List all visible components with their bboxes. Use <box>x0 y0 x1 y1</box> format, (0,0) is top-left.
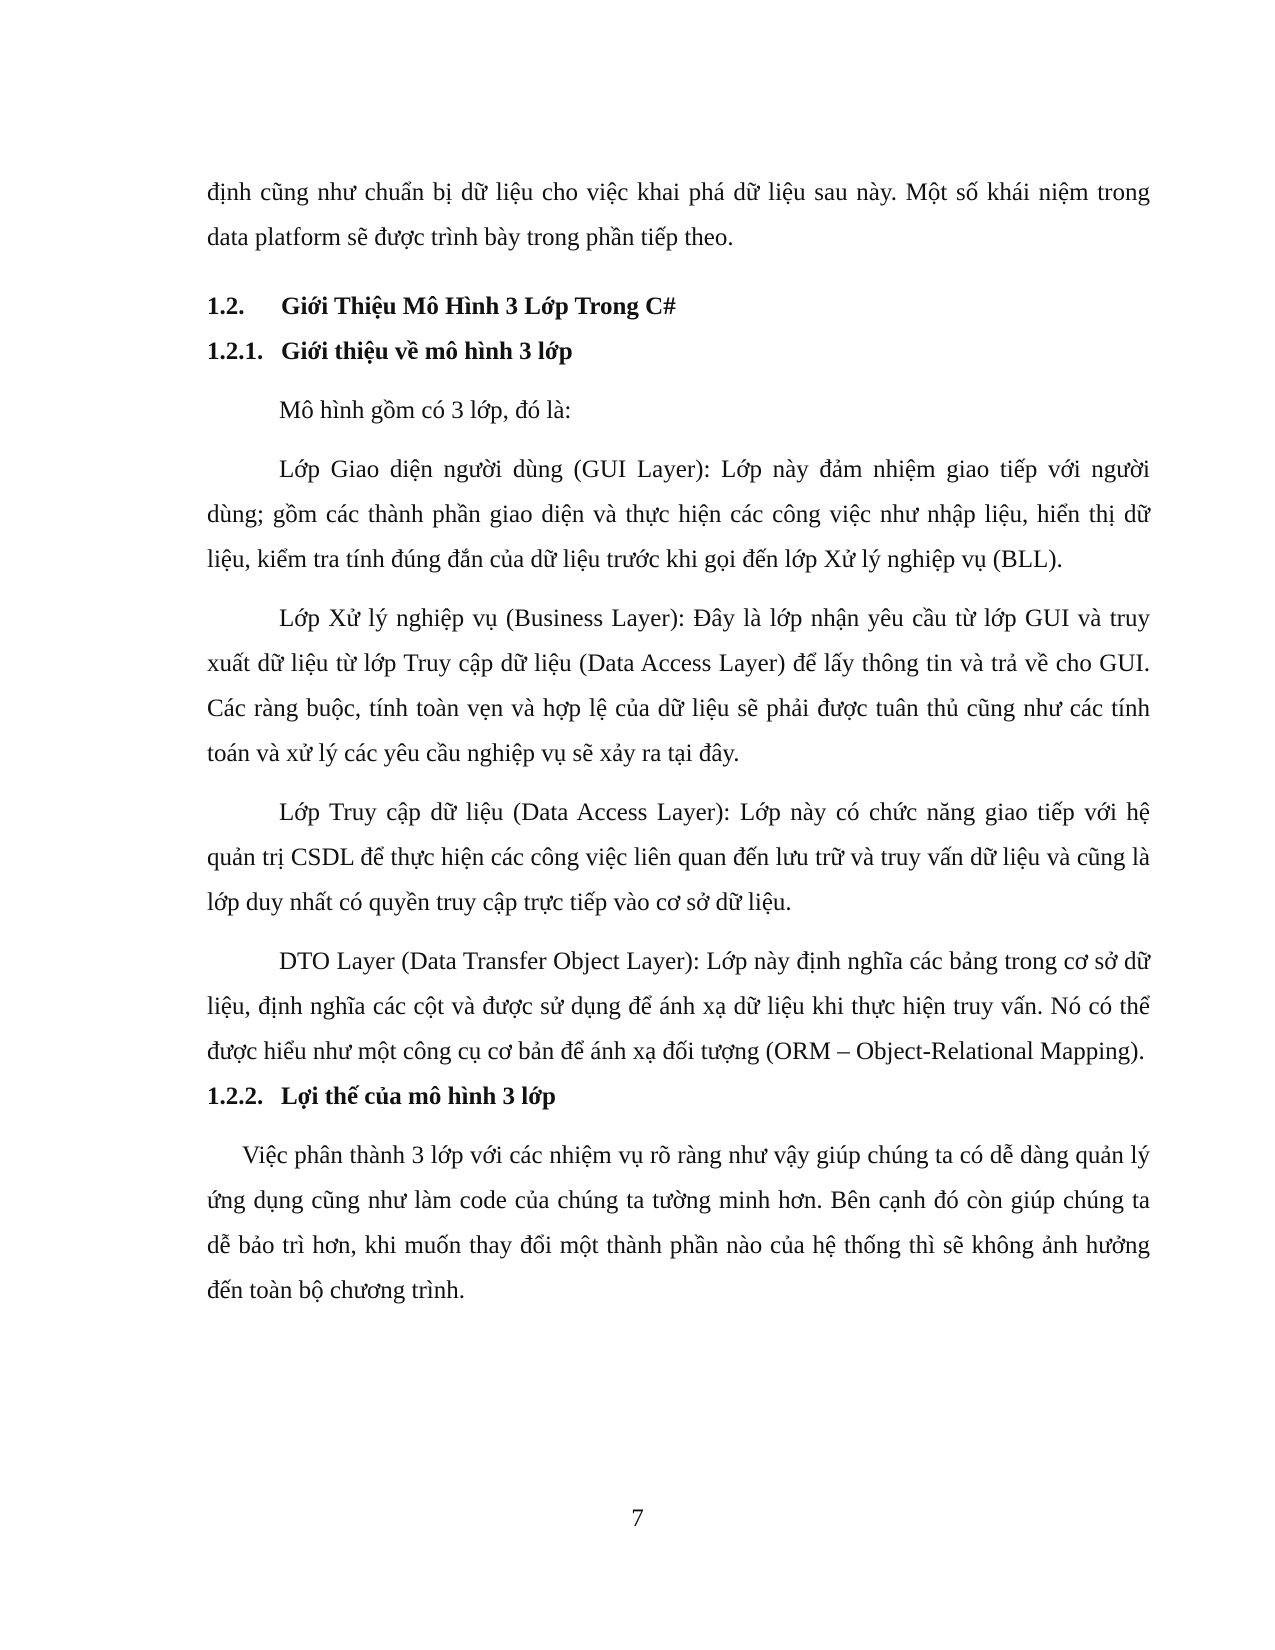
paragraph-business-layer: Lớp Xử lý nghiệp vụ (Business Layer): Đây là lớp nhận yêu cầu từ lớp GUI và truy xuất dữ liệu từ lớp Truy cập dữ liệu (Data Access Layer) để lấy thông tin và trả về cho GUI. Các ràng buộc, tính toàn vẹn và hợp lệ của dữ liệu sẽ phải được tuân thủ cũng như các tính toán và xử lý các yêu cầu nghiệp vụ sẽ xảy ra tại đây. <box>207 605 1150 767</box>
paragraph-dto-layer: DTO Layer (Data Transfer Object Layer): Lớp này định nghĩa các bảng trong cơ sở dữ liệu, định nghĩa các cột và được sử dụng để ánh xạ dữ liệu khi thực hiện truy vấn. Nó có thể được hiểu như một công cụ cơ bản để ánh xạ đối tượng (ORM – Object-Relational Mapping). <box>207 948 1150 1065</box>
subsection-2-title: Lợi thế của mô hình 3 lớp <box>281 1083 556 1110</box>
section-heading <box>207 284 1150 329</box>
subsection-1-number: 1.2.1. <box>207 338 264 365</box>
paragraph-gui-layer: Lớp Giao diện người dùng (GUI Layer): Lớp này đảm nhiệm giao tiếp với người dùng; gồm các thành phần giao diện và thực hiện các công việc như nhập liệu, hiển thị dữ liệu, kiểm tra tính đúng đắn của dữ liệu trước khi gọi đến lớp Xử lý nghiệp vụ (BLL). <box>207 456 1150 573</box>
page-number: 7 <box>631 1505 644 1532</box>
section-number: 1.2. <box>207 293 245 320</box>
paragraph-layers-intro: Mô hình gồm có 3 lớp, đó là: <box>279 397 572 424</box>
subsection-heading-1 <box>207 329 1150 374</box>
subsection-2-number: 1.2.2. <box>207 1083 264 1110</box>
page-content <box>207 170 1150 1313</box>
subsection-1-title: Giới thiệu về mô hình 3 lớp <box>281 338 573 365</box>
paragraph-advantages: Việc phân thành 3 lớp với các nhiệm vụ rõ ràng như vậy giúp chúng ta có dễ dàng quản lý ứng dụng cũng như làm code của chúng ta tường minh hơn. Bên cạnh đó còn giúp chúng ta dễ bảo trì hơn, khi muốn thay đổi một thành phần nào của hệ thống thì sẽ không ảnh hưởng đến toàn bộ chương trình. <box>207 1142 1150 1304</box>
section-title: Giới Thiệu Mô Hình 3 Lớp Trong C# <box>281 293 676 320</box>
intro-paragraph: định cũng như chuẩn bị dữ liệu cho việc khai phá dữ liệu sau này. Một số khái niệm trong data platform sẽ được trình bày trong phần tiếp theo. <box>207 179 1150 251</box>
subsection-heading-2 <box>207 1074 1150 1119</box>
paragraph-data-access-layer: Lớp Truy cập dữ liệu (Data Access Layer): Lớp này có chức năng giao tiếp với hệ quản trị CSDL để thực hiện các công việc liên quan đến lưu trữ và truy vấn dữ liệu và cũng là lớp duy nhất có quyền truy cập trực tiếp vào cơ sở dữ liệu. <box>207 799 1150 916</box>
